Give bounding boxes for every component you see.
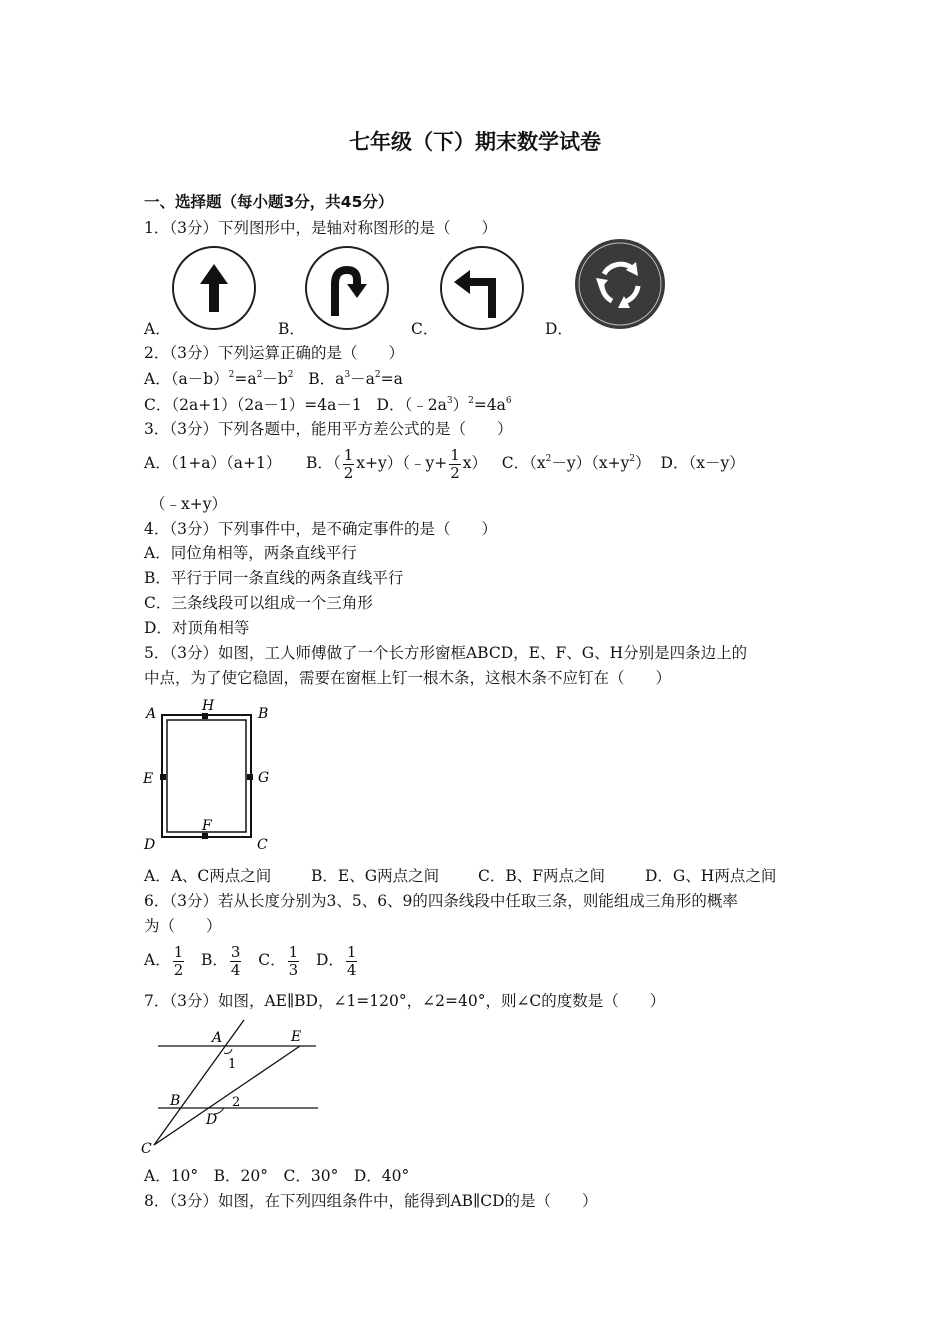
fig7-label-c: C: [141, 1141, 152, 1157]
fig5-label-d: D: [144, 837, 156, 853]
q7-options: A．10° B．20° C．30° D．40°: [144, 1167, 410, 1185]
q1-label-c: C．: [411, 320, 439, 338]
q2-stem: 2．（3分）下列运算正确的是（ ）: [144, 344, 404, 362]
fig5-label-f: F: [202, 818, 212, 834]
q1-label-b: B．: [278, 320, 305, 338]
fig7-label-e: E: [291, 1029, 302, 1045]
q5-option-b: B．E、G两点之间: [311, 867, 440, 885]
q4-option-c: C．三条线段可以组成一个三角形: [144, 594, 373, 612]
fig7-label-a: A: [212, 1030, 223, 1046]
q6-stem-line2: 为（ ）: [144, 917, 222, 935]
fig5-label-g: G: [258, 770, 270, 786]
page-title: 七年级（下）期末数学试卷: [349, 130, 601, 154]
q2-options-ab: A．$(a-b)^2=a^2-b^2$ B．$a^3-a^2=a$: [144, 370, 403, 388]
left-turn-sign-icon: [438, 244, 526, 332]
fig7-angle-1: 1: [228, 1057, 237, 1072]
q4-option-b: B．平行于同一条直线的两条直线平行: [144, 569, 404, 587]
q1-label-d: D．: [545, 320, 573, 338]
straight-arrow-sign-icon: [170, 244, 258, 332]
fig5-label-b: B: [258, 706, 269, 722]
fig5-label-h: H: [202, 698, 215, 714]
q3-option-d-cont: （﹣x+y）: [150, 495, 227, 513]
q8-stem: 8．（3分）如图，在下列四组条件中，能得到AB∥CD的是（ ）: [144, 1192, 598, 1210]
fig5-label-a: A: [146, 706, 157, 722]
q5-option-a: A．A、C两点之间: [144, 867, 272, 885]
q5-option-c: C．B、F两点之间: [478, 867, 606, 885]
window-frame-figure: [140, 696, 280, 856]
q1-stem: 1．（3分）下列图形中，是轴对称图形的是（ ）: [144, 219, 497, 237]
fig7-angle-2: 2: [232, 1095, 241, 1110]
q6-stem-line1: 6．（3分）若从长度分别为3、5、6、9的四条线段中任取三条，则能组成三角形的概率: [144, 892, 738, 910]
section-heading: 一、选择题（每小题3分，共45分）: [144, 193, 394, 211]
q5-stem-line2: 中点，为了使它稳固，需要在窗框上钉一根木条，这根木条不应钉在（ ）: [144, 669, 672, 687]
parallel-lines-figure: [140, 1015, 325, 1160]
q4-option-a: A．同位角相等，两条直线平行: [144, 544, 357, 562]
q7-stem: 7．（3分）如图，AE∥BD，∠1=120°，∠2=40°，则∠C的度数是（ ）: [144, 992, 666, 1010]
q4-stem: 4．（3分）下列事件中，是不确定事件的是（ ）: [144, 520, 497, 538]
fig5-label-e: E: [143, 771, 154, 787]
q3-options: A．（1+a）（a+1） B．（ $\frac{1}{2}$ x+y）（﹣y+ $\frac{1}{2}$ x） C．$(x^2-y)(x+y^2)$ D．（x－y）: [144, 445, 745, 482]
q2-options-cd: C．（2a+1）（2a－1）=4a－1 D．$(﹣2a^3)^2=4a^6$: [144, 396, 512, 414]
roundabout-sign-icon: [574, 238, 666, 330]
q4-option-d: D．对顶角相等: [144, 619, 250, 637]
fig7-label-b: B: [170, 1093, 181, 1109]
q6-options: A． $\frac{1}{2}$ B． $\frac{3}{4}$ C． $\frac{1}{3}$ D． $\frac{1}{4}$: [144, 942, 357, 979]
fig5-label-c: C: [257, 837, 268, 853]
q5-stem-line1: 5．（3分）如图，工人师傅做了一个长方形窗框ABCD，E、F、G、H分别是四条边上的: [144, 644, 748, 662]
u-turn-sign-icon: [303, 244, 391, 332]
fig7-label-d: D: [206, 1112, 218, 1128]
q1-label-a: A．: [144, 320, 171, 338]
q3-stem: 3．（3分）下列各题中，能用平方差公式的是（ ）: [144, 420, 513, 438]
q5-option-d: D．G、H两点之间: [645, 867, 777, 885]
